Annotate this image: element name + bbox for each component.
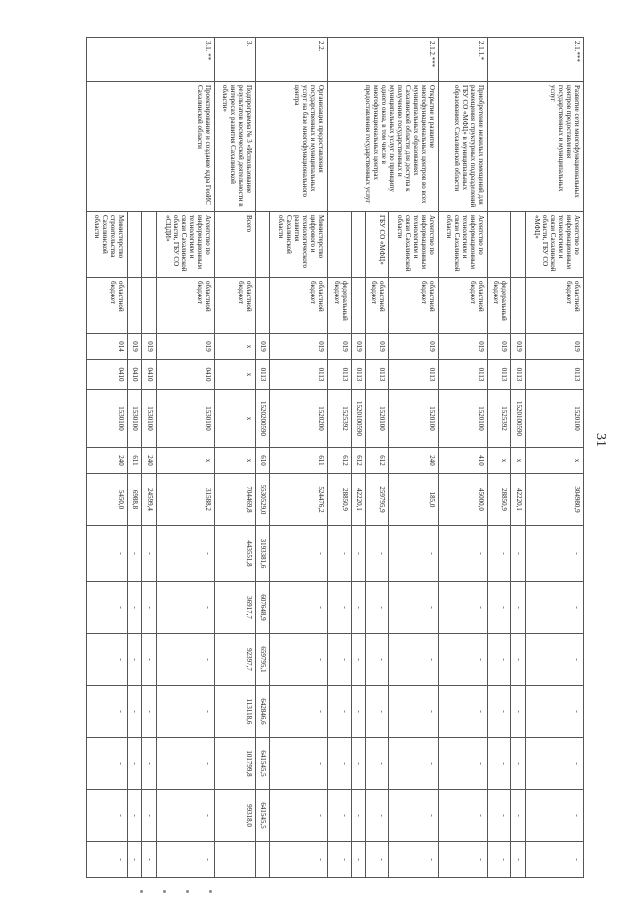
expense-type-cell: x	[156, 448, 214, 474]
executor-cell	[328, 212, 351, 278]
amount-cell: -	[389, 526, 439, 582]
activity-name-cell: Развитие сети многофункциональных центров предоставления государственных и муниципальных услуг	[488, 82, 584, 212]
amount-cell: 5450,0	[87, 474, 128, 526]
section-cell: 0113	[351, 360, 365, 390]
scan-dot	[140, 890, 143, 893]
amount-cell: 42220,1	[351, 474, 365, 526]
amount-cell: 641545,5	[255, 790, 269, 842]
target-article-cell: 1525392	[328, 390, 351, 448]
amount-cell: -	[156, 686, 214, 738]
funding-source-cell	[255, 278, 269, 334]
section-cell: 0113	[365, 360, 388, 390]
amount-cell: 99318,0	[214, 790, 255, 842]
amount-cell: 642846,6	[255, 686, 269, 738]
activity-name-cell: Проектирование и создание ядра ГеоИС Сахалинской области	[87, 82, 215, 212]
amount-cell: -	[328, 738, 351, 790]
amount-cell: -	[525, 634, 583, 686]
amount-cell: -	[142, 842, 156, 878]
grbs-cell: 019	[525, 334, 583, 360]
executor-cell: Всего	[214, 212, 255, 278]
row-number-cell: 3.	[214, 38, 255, 82]
amount-cell: 28850,9	[488, 474, 511, 526]
amount-cell: -	[87, 634, 128, 686]
amount-cell: -	[365, 582, 388, 634]
amount-cell: 28850,9	[328, 474, 351, 526]
expense-type-cell: 410	[438, 448, 488, 474]
amount-cell: -	[87, 842, 128, 878]
grbs-cell: 019	[255, 334, 269, 360]
executor-cell: Агентство по информационным технологиям и связи Сахалинской области	[389, 212, 439, 278]
amount-cell: -	[438, 842, 488, 878]
amount-cell: 42220,1	[511, 474, 525, 526]
executor-cell	[488, 212, 511, 278]
funding-source-cell: областной бюджет	[525, 278, 583, 334]
amount-cell: -	[328, 634, 351, 686]
funding-source-cell	[127, 278, 141, 334]
amount-cell: -	[351, 790, 365, 842]
expense-type-cell: 610	[255, 448, 269, 474]
section-cell: 0410	[87, 360, 128, 390]
target-article-cell: 1520100	[438, 390, 488, 448]
amount-cell: -	[328, 686, 351, 738]
activity-name-cell: Организация предоставления государственных и муниципальных услуг на базе многофункционального центра	[255, 82, 328, 212]
amount-cell: -	[156, 582, 214, 634]
activity-name-cell: Подпрограмма № 3 «Использование результатов космической деятельности в интересах развития Сахалинской области»	[214, 82, 255, 212]
amount-cell: 524476,2	[270, 474, 328, 526]
amount-cell: -	[365, 526, 388, 582]
amount-cell: -	[365, 738, 388, 790]
amount-cell: 92397,7	[214, 634, 255, 686]
amount-cell: -	[127, 790, 141, 842]
amount-cell: -	[525, 738, 583, 790]
funding-source-cell: федеральный бюджет	[488, 278, 511, 334]
section-cell: 0113	[525, 360, 583, 390]
funding-source-cell: областной бюджет	[87, 278, 128, 334]
executor-cell: Агентство по информационным технологиям и связи Сахалинской области	[438, 212, 488, 278]
activity-name-cell: Приобретение нежилых помещений для размещения структурных подразделений ГБУ СО «МФЦ» в муниципальных образованиях Сахалинской области	[438, 82, 488, 212]
amount-cell: 24599,4	[142, 474, 156, 526]
amount-cell: -	[328, 790, 351, 842]
amount-cell: 31588,2	[156, 474, 214, 526]
amount-cell: -	[87, 526, 128, 582]
amount-cell: -	[525, 790, 583, 842]
funding-source-cell: федеральный бюджет	[328, 278, 351, 334]
amount-cell: 3193381,6	[255, 526, 269, 582]
amount-cell	[255, 842, 269, 878]
amount-cell: -	[438, 582, 488, 634]
funding-source-cell: областной бюджет	[270, 278, 328, 334]
section-cell: 0113	[270, 360, 328, 390]
target-article-cell: 1520200590	[255, 390, 269, 448]
amount-cell: 304980,9	[525, 474, 583, 526]
amount-cell: -	[156, 842, 214, 878]
section-cell: 0410	[156, 360, 214, 390]
amount-cell: -	[270, 582, 328, 634]
amount-cell: -	[351, 686, 365, 738]
amount-cell: -	[365, 842, 388, 878]
expense-type-cell: x	[511, 448, 525, 474]
amount-cell: -	[351, 634, 365, 686]
amount-cell: -	[156, 634, 214, 686]
executor-cell: Агентство по информационным технологиям и связи Сахалинской области, ГБУ СО «СЦДИ»	[156, 212, 214, 278]
amount-cell: -	[511, 842, 525, 878]
executor-cell	[511, 212, 525, 278]
executor-cell	[351, 212, 365, 278]
amount-cell: -	[270, 738, 328, 790]
expense-type-cell: 611	[127, 448, 141, 474]
amount-cell: -	[127, 842, 141, 878]
target-article-cell: x	[214, 390, 255, 448]
executor-cell: Министерство цифрового и технологического развития Сахалинской области	[270, 212, 328, 278]
amount-cell: -	[87, 738, 128, 790]
target-article-cell: 1530100	[87, 390, 128, 448]
amount-cell: -	[87, 686, 128, 738]
amount-cell: 113118,6	[214, 686, 255, 738]
expense-type-cell: 240	[142, 448, 156, 474]
target-article-cell: 1520200	[270, 390, 328, 448]
amount-cell: -	[127, 526, 141, 582]
amount-cell: -	[142, 634, 156, 686]
grbs-cell: 019	[156, 334, 214, 360]
amount-cell	[214, 842, 255, 878]
target-article-cell: 1520100	[365, 390, 388, 448]
section-cell: 0113	[389, 360, 439, 390]
target-article-cell: 1530100	[127, 390, 141, 448]
amount-cell: -	[365, 634, 388, 686]
table-row	[438, 38, 488, 878]
section-cell: 0113	[255, 360, 269, 390]
expense-type-cell: 611	[270, 448, 328, 474]
grbs-cell: 019	[511, 334, 525, 360]
amount-cell: 6988,8	[127, 474, 141, 526]
target-article-cell: 1520100	[389, 390, 439, 448]
section-cell: 0113	[438, 360, 488, 390]
funding-source-cell: областной бюджет	[438, 278, 488, 334]
funding-source-cell: областной бюджет	[389, 278, 439, 334]
row-number-cell: 3.1. **	[87, 38, 215, 82]
expense-type-cell: x	[214, 448, 255, 474]
amount-cell: -	[351, 526, 365, 582]
grbs-cell: x	[214, 334, 255, 360]
amount-cell: -	[525, 686, 583, 738]
executor-cell: Агентство по информационным технологиям и связи Сахалинской области, ГБУ СО «МФЦ»	[525, 212, 583, 278]
amount-cell: -	[438, 790, 488, 842]
amount-cell: 45000,0	[438, 474, 488, 526]
amount-cell: -	[127, 634, 141, 686]
expense-type-cell: x	[488, 448, 511, 474]
target-article-cell: 1525392	[488, 390, 511, 448]
amount-cell: -	[511, 790, 525, 842]
section-cell: 0410	[142, 360, 156, 390]
expense-type-cell: 612	[351, 448, 365, 474]
section-cell: 0113	[328, 360, 351, 390]
expense-type-cell: 612	[365, 448, 388, 474]
amount-cell: -	[156, 526, 214, 582]
target-article-cell: 1520100590	[511, 390, 525, 448]
executor-cell	[255, 212, 269, 278]
grbs-cell: 019	[328, 334, 351, 360]
table-row	[156, 38, 214, 878]
funding-source-cell	[142, 278, 156, 334]
amount-cell: -	[488, 842, 511, 878]
amount-cell: -	[87, 790, 128, 842]
section-cell: 0113	[511, 360, 525, 390]
target-article-cell: 1520100590	[351, 390, 365, 448]
row-number-cell: 2.1.***	[488, 38, 584, 82]
amount-cell: -	[156, 790, 214, 842]
amount-cell: -	[438, 634, 488, 686]
amount-cell: -	[127, 686, 141, 738]
section-cell: x	[214, 360, 255, 390]
section-cell: 0113	[488, 360, 511, 390]
amount-cell: -	[156, 738, 214, 790]
amount-cell: -	[351, 842, 365, 878]
amount-cell: -	[365, 790, 388, 842]
amount-cell: -	[488, 790, 511, 842]
grbs-cell: 019	[127, 334, 141, 360]
expense-type-cell: 612	[328, 448, 351, 474]
funding-source-cell: областной бюджет	[214, 278, 255, 334]
amount-cell: -	[365, 686, 388, 738]
amount-cell: -	[389, 790, 439, 842]
amount-cell: -	[270, 526, 328, 582]
expense-type-cell: x	[525, 448, 583, 474]
amount-cell: -	[389, 634, 439, 686]
grbs-cell: 019	[488, 334, 511, 360]
amount-cell: -	[351, 738, 365, 790]
table-wrapper	[86, 37, 584, 869]
table-row	[389, 38, 439, 878]
amount-cell: 36917,7	[214, 582, 255, 634]
amount-cell: -	[488, 526, 511, 582]
executor-cell	[142, 212, 156, 278]
amount-cell: -	[328, 582, 351, 634]
amount-cell: -	[351, 582, 365, 634]
amount-cell: -	[270, 842, 328, 878]
amount-cell: -	[488, 582, 511, 634]
amount-cell: -	[525, 842, 583, 878]
amount-cell: -	[438, 686, 488, 738]
amount-cell: 659795,1	[255, 634, 269, 686]
amount-cell: -	[511, 686, 525, 738]
expense-type-cell: 240	[87, 448, 128, 474]
funding-source-cell: областной бюджет	[156, 278, 214, 334]
row-number-cell: 2.1.2.***	[328, 38, 438, 82]
amount-cell: -	[488, 634, 511, 686]
amount-cell: -	[511, 582, 525, 634]
executor-cell: Министерство строительства Сахалинской области	[87, 212, 128, 278]
table-row	[525, 38, 583, 878]
amount-cell: -	[488, 686, 511, 738]
table-row	[214, 38, 255, 878]
amount-cell: 704469,8	[214, 474, 255, 526]
target-article-cell: 1530100	[142, 390, 156, 448]
amount-cell: -	[389, 842, 439, 878]
section-cell: 0410	[127, 360, 141, 390]
scan-marks	[140, 880, 280, 886]
amount-cell: -	[389, 686, 439, 738]
row-number-cell: 2.1.1.*	[438, 38, 488, 82]
amount-cell: -	[127, 582, 141, 634]
rotated-table	[86, 37, 584, 869]
amount-cell: -	[488, 738, 511, 790]
amount-cell: -	[438, 738, 488, 790]
grbs-cell: 019	[438, 334, 488, 360]
amount-cell: -	[270, 686, 328, 738]
amount-cell: 259795,9	[365, 474, 388, 526]
executor-cell	[127, 212, 141, 278]
amount-cell: 101799,8	[214, 738, 255, 790]
amount-cell: -	[511, 526, 525, 582]
scan-dot	[163, 890, 166, 893]
amount-cell: -	[87, 582, 128, 634]
amount-cell: -	[142, 526, 156, 582]
funding-source-cell	[511, 278, 525, 334]
amount-cell: -	[270, 790, 328, 842]
budget-table	[86, 37, 584, 878]
amount-cell: -	[525, 582, 583, 634]
amount-cell: -	[127, 738, 141, 790]
amount-cell: -	[511, 738, 525, 790]
executor-cell: ГБУ СО «МФЦ»	[365, 212, 388, 278]
amount-cell: -	[270, 634, 328, 686]
funding-source-cell	[351, 278, 365, 334]
amount-cell: -	[438, 526, 488, 582]
activity-name-cell: Открытие и развитие многофункциональных центров во всех муниципальных образованиях Сахалинской области для доступа к получению государственных и муниципальных услуг по принципу одного окна, в том числе в многофункциональных центрах предоставления государственных услуг	[328, 82, 438, 212]
amount-cell: -	[142, 582, 156, 634]
target-article-cell: 1520100	[525, 390, 583, 448]
amount-cell: -	[142, 790, 156, 842]
grbs-cell: 019	[365, 334, 388, 360]
amount-cell: 443551,8	[214, 526, 255, 582]
amount-cell: -	[142, 686, 156, 738]
amount-cell: -	[328, 526, 351, 582]
amount-cell: -	[389, 738, 439, 790]
amount-cell: -	[511, 634, 525, 686]
grbs-cell: 014	[87, 334, 128, 360]
expense-type-cell: 240	[389, 448, 439, 474]
scan-dot	[186, 890, 189, 893]
amount-cell: 607648,9	[255, 582, 269, 634]
scan-dot	[209, 890, 212, 893]
funding-source-cell: областной бюджет	[365, 278, 388, 334]
amount-cell: -	[142, 738, 156, 790]
amount-cell: 185,0	[389, 474, 439, 526]
table-row	[270, 38, 328, 878]
grbs-cell: 019	[142, 334, 156, 360]
grbs-cell: 019	[389, 334, 439, 360]
amount-cell: -	[389, 582, 439, 634]
amount-cell: -	[525, 526, 583, 582]
page-number: 31	[593, 433, 608, 447]
row-number-cell: 2.2.	[255, 38, 328, 82]
target-article-cell: 1530100	[156, 390, 214, 448]
amount-cell: 5530529,0	[255, 474, 269, 526]
table-body	[87, 38, 584, 878]
grbs-cell: 019	[270, 334, 328, 360]
amount-cell: -	[328, 842, 351, 878]
grbs-cell: 019	[351, 334, 365, 360]
amount-cell: 641545,5	[255, 738, 269, 790]
